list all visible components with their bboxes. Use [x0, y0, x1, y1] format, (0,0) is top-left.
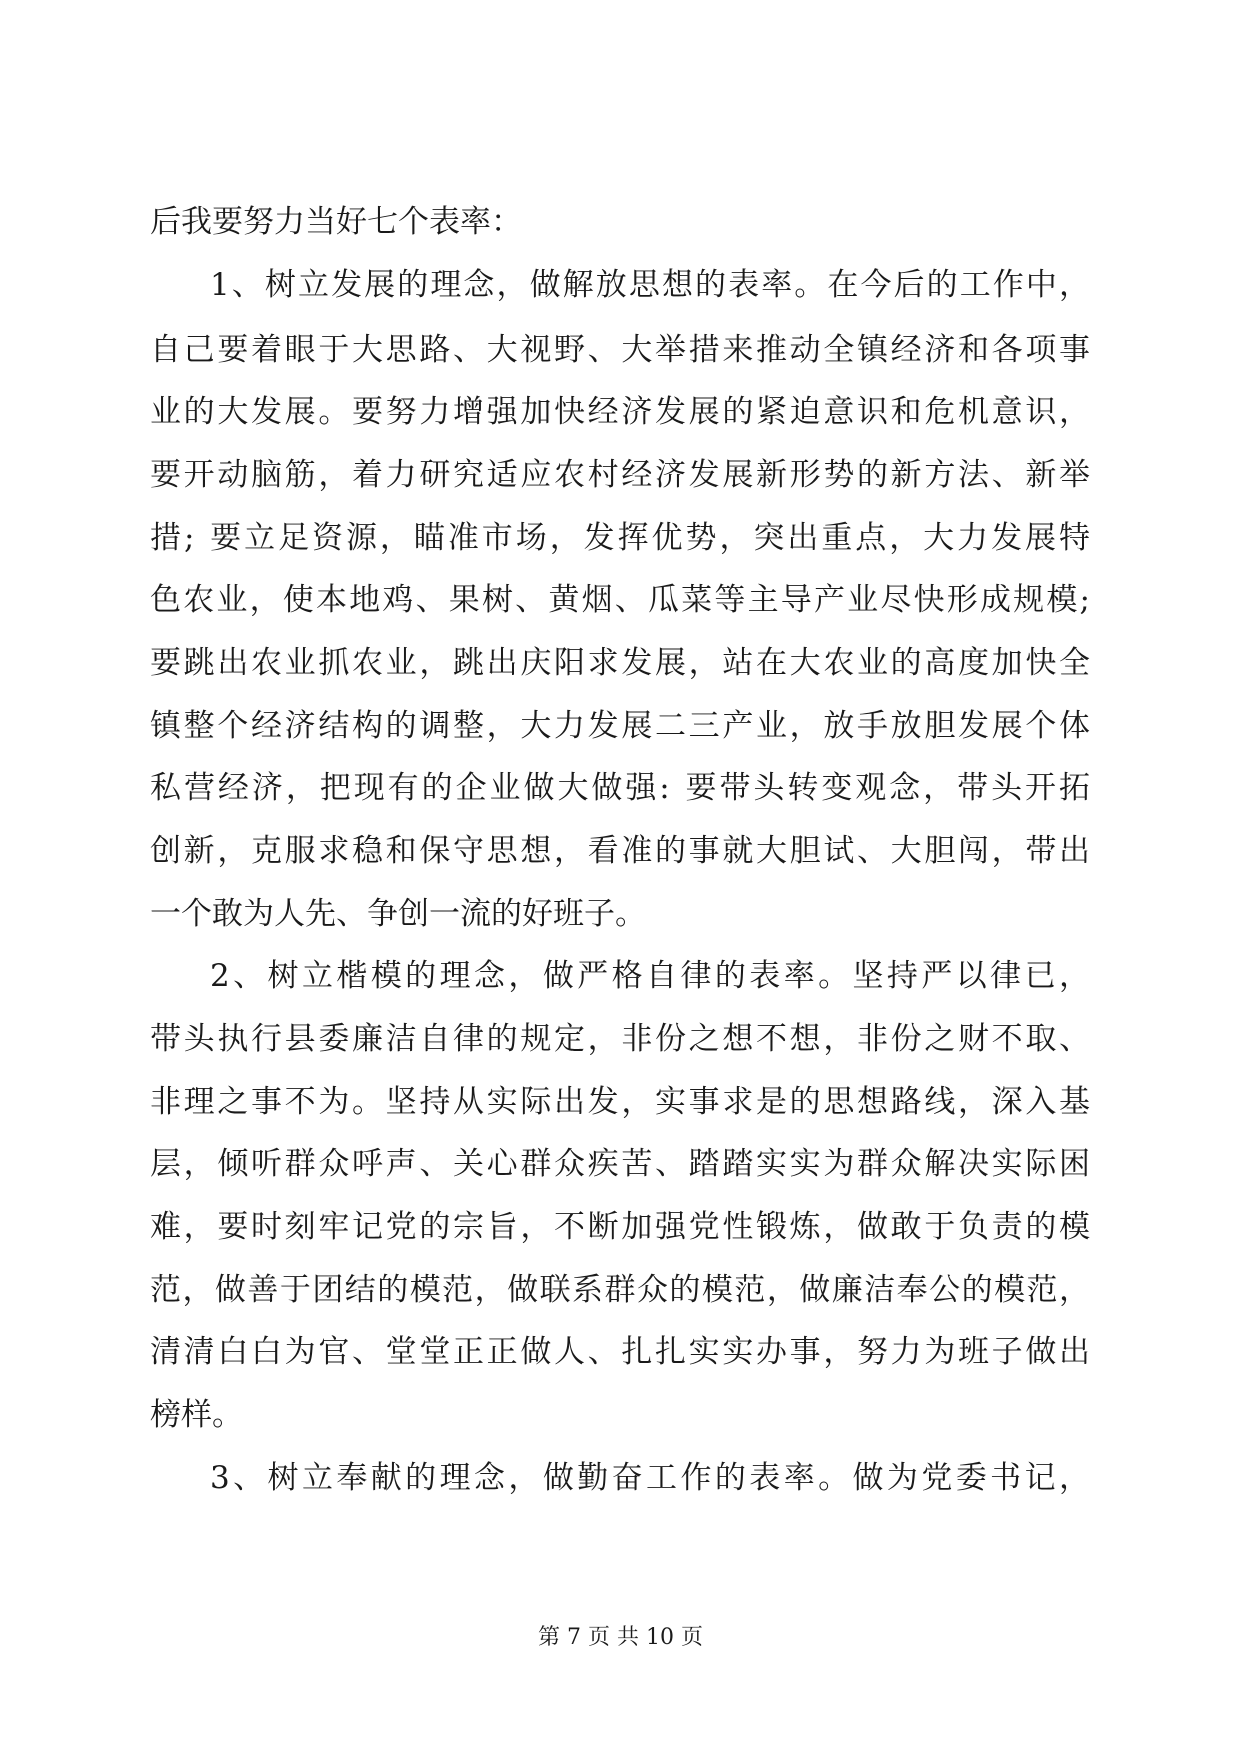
text-line: 要跳出农业抓农业，跳出庆阳求发展，站在大农业的高度加快全 — [150, 645, 1093, 681]
text-line: 榜样。 — [150, 1397, 243, 1433]
text-line: 色农业，使本地鸡、果树、黄烟、瓜菜等主导产业尽快形成规模; — [150, 582, 1093, 618]
text-line: 创新，克服求稳和保守思想，看准的事就大胆试、大胆闯，带出 — [150, 833, 1093, 869]
text-line: 业的大发展。要努力增强加快经济发展的紧迫意识和危机意识， — [150, 394, 1093, 430]
text-line: 清清白白为官、堂堂正正做人、扎扎实实办事，努力为班子做出 — [150, 1334, 1093, 1370]
text-line: 层，倾听群众呼声、关心群众疾苦、踏踏实实为群众解决实际困 — [150, 1146, 1093, 1182]
text-line: 带头执行县委廉洁自律的规定，非份之想不想，非份之财不取、 — [150, 1021, 1093, 1057]
paragraph-1-start: 1、树立发展的理念，做解放思想的表率。在今后的工作中， — [210, 267, 1093, 303]
text-line: 范，做善于团结的模范，做联系群众的模范，做廉洁奉公的模范， — [150, 1272, 1092, 1308]
page-footer: 第 7 页 共 10 页 — [538, 1625, 703, 1650]
text-line: 一个敢为人先、争创一流的好班子。 — [150, 896, 646, 932]
text-line: 私营经济，把现有的企业做大做强: 要带头转变观念，带头开拓 — [150, 770, 1093, 806]
text-line: 自己要着眼于大思路、大视野、大举措来推动全镇经济和各项事 — [150, 332, 1093, 368]
text-line: 后我要努力当好七个表率： — [150, 204, 522, 240]
paragraph-2-start: 2、树立楷模的理念，做严格自律的表率。坚持严以律已， — [210, 958, 1094, 994]
text-line: 要开动脑筋，着力研究适应农村经济发展新形势的新方法、新举 — [150, 457, 1093, 493]
text-line: 非理之事不为。坚持从实际出发，实事求是的思想路线，深入基 — [150, 1084, 1093, 1120]
paragraph-3-start: 3、树立奉献的理念，做勤奋工作的表率。做为党委书记， — [210, 1460, 1094, 1496]
text-line: 措; 要立足资源，瞄准市场，发挥优势，突出重点，大力发展特 — [150, 520, 1093, 556]
text-line: 难，要时刻牢记党的宗旨，不断加强党性锻炼，做敢于负责的模 — [150, 1209, 1093, 1245]
text-line: 镇整个经济结构的调整，大力发展二三产业，放手放胆发展个体 — [150, 708, 1093, 744]
